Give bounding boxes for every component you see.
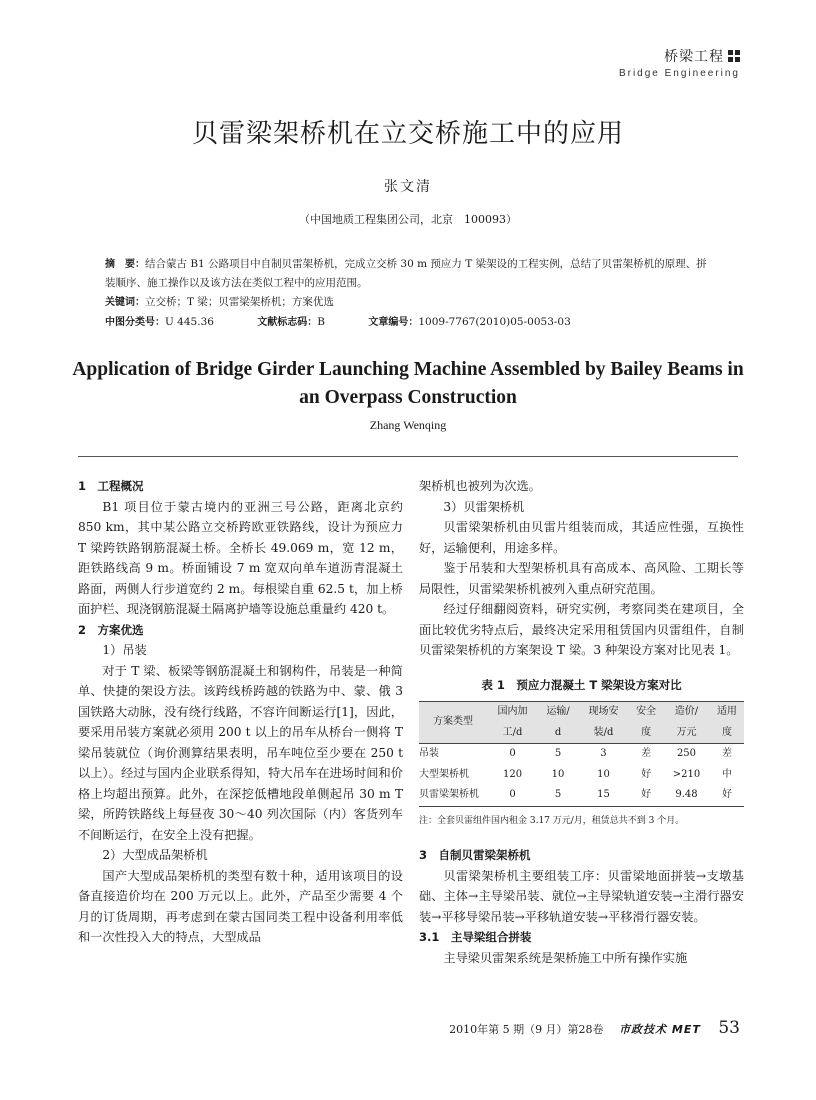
table-cell: 好 [641,789,652,800]
table-header-cell: 适用 [710,702,744,723]
table-cell: 大型架桥机 [419,768,469,780]
table-cell: 120 [503,768,523,780]
paragraph: 国产大型成品架桥机的类型有数十种，适用该项目的设备直接造价均在 200 万元以上。此外，产品至少需要 4 个月的订货周期，再考虑到在蒙古国同类工程中设备利用率低和一次性投入大的特点，大型成品 [78,868,403,944]
table-cell: 10 [597,768,610,780]
comparison-table [419,701,744,807]
abstract [105,255,715,292]
table-cell: 9.48 [675,789,698,800]
table-cell: 15 [597,789,610,800]
table-header-cell: 现场安 [578,702,629,723]
subheading: 1）吊装 [102,643,147,657]
clc-value: U 445.36 [165,316,214,328]
paragraph: 主导梁贝雷架系统是架桥施工中所有操作实施 [443,950,688,965]
table-header-cell: 造价/ [663,702,710,723]
classification-line [105,313,715,332]
section-heading: 2 方案优选 [78,622,144,637]
article-author: 张文清 [384,179,432,195]
table-header-cell: 国内加 [487,702,538,723]
section-heading: 3 自制贝雷梁架桥机 [419,848,531,862]
table-cell: 中 [721,768,732,780]
clc-label: 中图分类号： [105,317,165,328]
page-footer [449,1018,740,1038]
table-header-cell: 工/d [487,723,538,744]
journal-name-cn: 桥梁工程 [664,49,724,65]
abstract-label: 摘 要： [105,259,145,270]
table-cell: 10 [551,768,565,780]
table-header-cell: 安全 [629,702,663,723]
paragraph: 鉴于吊装和大型架桥机具有高成本、高风险、工期长等局限性，贝雷梁架桥机被列入重点研究范围。 [419,561,744,596]
table-cell: 好 [721,789,732,800]
table-caption: 表 1 预应力混凝土 T 梁架设方案对比 [481,677,682,692]
keywords-text: 立交桥；T 梁；贝雷梁架桥机；方案优选 [145,296,334,308]
table-header-cell: 万元 [663,723,710,744]
english-title: Application of Bridge Girder Launching Machine Assembled by Bailey Beams in an Overpass Construction [72,359,744,408]
table-cell: 5 [554,748,562,759]
journal-square-icon [728,50,740,62]
subheading: 3）贝雷架桥机 [443,499,525,514]
table-cell: 吊装 [419,748,439,759]
keywords [105,293,715,312]
paragraph: 贝雷梁架桥机主要组装工序：贝雷梁地面拼装→支墩基础、主体→主导梁吊装、就位→主导梁轨道安装→主滑行器安装→平移导梁吊装→平移轨道安装→平移滑行器安装。 [419,868,744,924]
journal-logo: 市政技术 MET [619,1023,701,1036]
table-cell: 250 [676,748,697,759]
table-cell: 好 [641,768,652,780]
table-cell: 5 [554,789,562,800]
doc-code-value: B [317,316,325,328]
table-header-cell: 运输/ [538,702,578,723]
table-cell: 0 [509,789,516,800]
header-divider [78,456,738,457]
table-header-cell: 度 [629,723,663,744]
table-row [419,785,744,806]
doc-code-label: 文献标志码： [257,317,318,328]
subheading: 2）大型成品架桥机 [102,848,208,862]
table-cell: 贝雷梁架桥机 [419,789,479,800]
paragraph: 架桥机也被列为次选。 [419,479,541,493]
article-number-label: 文章编号： [368,317,419,328]
author-affiliation: （中国地质工程集团公司，北京 100093） [299,213,517,226]
issue-info: 2010年第 5 期（9 月）第28卷 [449,1023,604,1036]
table-cell: 3 [600,748,607,759]
table-header-cell: d [538,723,578,744]
table-cell: 差 [721,748,732,759]
article-number-value: 1009-7767(2010)05-0053-03 [418,316,571,328]
paragraph: 经过仔细翻阅资料，研究实例，考察同类在建项目，全面比较优劣特点后，最终决定采用租赁国内贝雷组件，自制贝雷梁架桥机的方案架设 T 梁。3 种架设方案对比见表 1。 [419,602,744,657]
journal-header [619,46,740,79]
table-cell: 0 [509,748,516,759]
article-title: 贝雷梁架桥机在立交桥施工中的应用 [191,119,624,149]
table-cell: >210 [672,768,701,780]
left-column [78,476,403,948]
table-row [419,765,744,786]
journal-name-en: Bridge Engineering [618,68,740,79]
paragraph: 对于 T 梁、板梁等钢筋混凝土和钢构件，吊装是一种简单、快捷的架设方法。该跨线桥跨越的铁路为中、蒙、俄 3 国铁路大动脉，没有绕行线路，不容许间断运行[1]，因此，要采用吊装方案就必须用 200 t 以上的吊车从桥台一侧将 T 梁吊装就位（询价测算结果表明，吊车吨位至少要在 250 t 以上）。经过与国内企业联系得知，特大吊车在进场时间和价格上均超出预算。此外，在深挖低槽地段单侧起吊 30 m T 梁，所跨铁路线上每昼夜 30～40 列次国际（内）客货列车不间断运行，在安全上没有把握。 [78,663,403,842]
table-row [419,744,744,765]
table-note: 注：全套贝雷组件国内租金 3.17 万元/月，租赁总共不到 3 个月。 [419,815,685,826]
table-header-row [419,702,744,723]
english-author: Zhang Wenqing [369,418,447,432]
keywords-label: 关键词： [105,297,145,308]
paragraph: 贝雷梁架桥机由贝雷片组装而成，其适应性强，互换性好，运输便利，用途多样。 [419,520,744,555]
abstract-text: 结合蒙古 B1 公路项目中自制贝雷架桥机，完成立交桥 30 m 预应力 T 梁架设的工程实例，总结了贝雷架桥机的原理、拼装顺序、施工操作以及该方法在类似工程中的应用范围。 [105,258,707,289]
table-header-cell: 度 [710,723,744,744]
table-header-cell: 装/d [578,723,629,744]
page-number: 53 [718,1018,740,1038]
paragraph: B1 项目位于蒙古境内的亚洲三号公路，距离北京约 850 km，其中某公路立交桥跨欧亚铁路线，设计为预应力 T 梁跨铁路钢筋混凝土桥。全桥长 49.069 m，宽 12 m，距铁路线高 9 m。桥面铺设 7 m 宽双向单车道沥青混凝土路面，两侧人行步道宽约 2 m。每根梁自重 62.5 t，加上桥面护栏、现浇钢筋混凝土隔离护墙等设施总重量约 420 t。 [78,499,403,616]
table-cell: 差 [641,748,652,759]
section-heading: 3.1 主导梁组合拼装 [419,930,532,944]
section-heading: 1 工程概况 [78,479,144,493]
right-column [419,476,744,968]
table-header-cell: 方案类型 [419,702,487,744]
